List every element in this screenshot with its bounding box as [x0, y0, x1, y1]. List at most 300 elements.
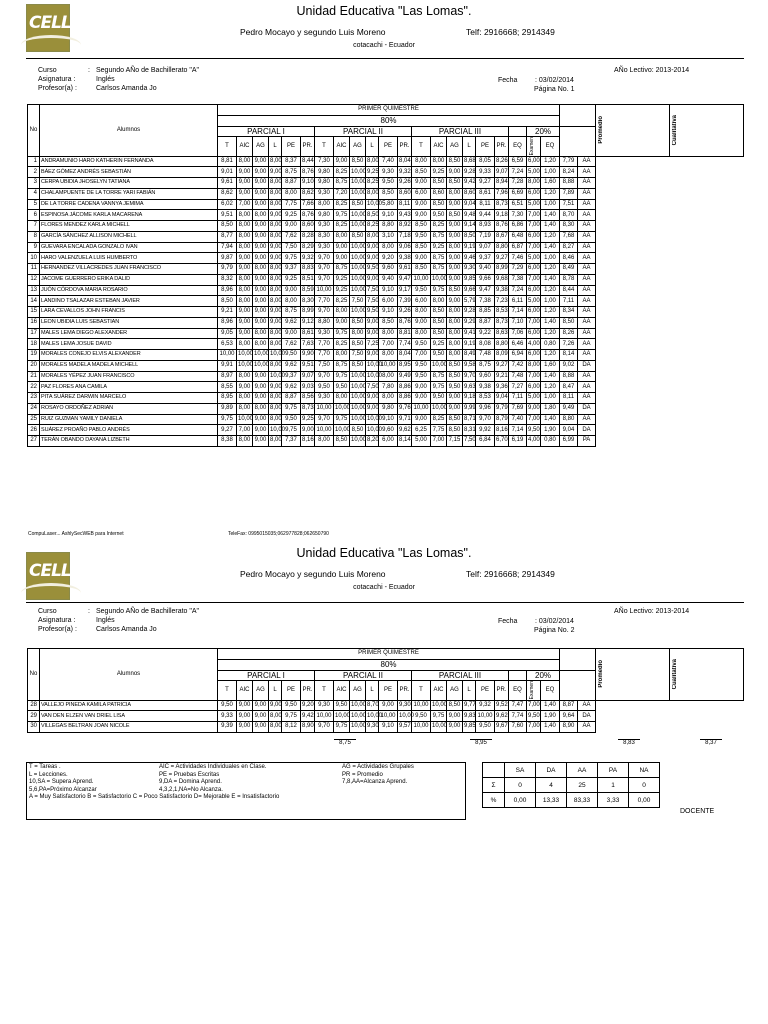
grade-cell-p3-pe: 8,53 — [476, 393, 495, 404]
average-promedio: 8,37 — [700, 739, 722, 746]
grade-cell-p1-l: 8,00 — [269, 414, 282, 425]
grade-cell-p2-t: 8,00 — [315, 436, 334, 447]
grade-cell-p3-l: 9,85 — [463, 274, 476, 285]
promedio-cell: 8,11 — [560, 393, 578, 404]
grade-cell-p2-ag: 10,00 — [350, 403, 366, 414]
grade-cell-p3-ag: 8,50 — [447, 285, 463, 296]
table-row — [28, 264, 744, 275]
exam-eq-cell: 1,20 — [541, 382, 560, 393]
col-pe-header: PE — [476, 137, 495, 156]
grade-cell-p2-l: 8,70 — [366, 700, 379, 711]
grade-cell-p2-aic: 9,50 — [334, 700, 350, 711]
grade-cell-p3-t: 9,50 — [412, 339, 431, 350]
weight-20-header: 20% — [527, 126, 560, 137]
student-number: 12 — [28, 274, 40, 285]
grade-cell-p3-aic: 8,50 — [431, 199, 447, 210]
legend-entry: 9,DA = Domina Aprend. — [159, 779, 222, 786]
grade-cell-p3-ag: 8,00 — [447, 188, 463, 199]
grade-cell-p1-aic: 8,00 — [237, 242, 253, 253]
course-info: Curso : Segundo AÑo de Bachillerato "A" Asignatura : Inglés Profesor(a) : Carlsos Amanda Jo — [38, 67, 200, 92]
student-number: 17 — [28, 328, 40, 339]
cualitativa-cell: AA — [578, 414, 596, 425]
grade-cell-p2-pr: 8,04 — [398, 156, 412, 167]
exam-eq-cell: 1,00 — [541, 199, 560, 210]
grade-cell-p2-l: 10,00 — [366, 414, 379, 425]
grade-cell-p3-aic: 8,25 — [431, 221, 447, 232]
grade-cell-p3-l: 9,42 — [463, 178, 476, 189]
grade-cell-p1-aic: 9,00 — [237, 307, 253, 318]
grade-cell-p1-ag: 9,00 — [253, 711, 269, 722]
grade-cell-p3-ag: 8,50 — [447, 178, 463, 189]
parcial-3-header: PARCIAL III — [412, 670, 509, 681]
grade-cell-p2-ag: 7,50 — [350, 350, 366, 361]
grade-cell-p2-ag: 8,50 — [350, 156, 366, 167]
grade-cell-p2-pe: 8,80 — [379, 221, 398, 232]
student-name: PITA SUÁREZ DARWIN MARCELO — [40, 393, 218, 404]
grade-cell-p1-pr: 9,42 — [301, 711, 315, 722]
col-aic-header: AIC — [334, 681, 350, 700]
grade-cell-p1-l: 8,00 — [269, 264, 282, 275]
col-ag-header: AG — [350, 137, 366, 156]
grade-cell-p2-pr: 8,86 — [398, 382, 412, 393]
promedio-label: Promedio — [598, 116, 605, 145]
student-number: 25 — [28, 414, 40, 425]
promedio-cell: 8,50 — [560, 317, 578, 328]
grade-cell-p3-pr: 9,52 — [495, 700, 509, 711]
stats-sigma: Σ — [483, 778, 505, 793]
exam-cell: 9,00 — [527, 403, 541, 414]
parcial-2-header: PARCIAL II — [315, 126, 412, 137]
grade-cell-p3-ag: 9,00 — [447, 264, 463, 275]
exam-eq-cell: 1,40 — [541, 242, 560, 253]
grade-cell-p3-pr: 8,67 — [495, 231, 509, 242]
weight-20-header: 20% — [527, 670, 560, 681]
grade-cell-p2-aic: 8,25 — [334, 296, 350, 307]
grade-cell-p2-pe: 9,80 — [379, 403, 398, 414]
grade-cell-p3-t: 9,00 — [412, 199, 431, 210]
table-row — [28, 285, 744, 296]
grade-cell-p1-l: 10,00 — [269, 371, 282, 382]
student-number: 27 — [28, 436, 40, 447]
grade-cell-p2-pr: 9,17 — [398, 285, 412, 296]
student-name: MORALES YÉPEZ JUAN FRANCISCO — [40, 371, 218, 382]
grade-cell-p3-pe: 9,47 — [476, 285, 495, 296]
col-ag-header: AG — [253, 137, 269, 156]
grade-cell-p3-ag: 8,00 — [447, 339, 463, 350]
col-aic-header: AIC — [334, 137, 350, 156]
grade-cell-p2-pe: 8,00 — [379, 350, 398, 361]
grade-cell-p3-pr: 7,96 — [495, 188, 509, 199]
grade-cell-p3-aic: 9,25 — [431, 242, 447, 253]
student-name: HARO VALENZUELA LUIS HUMBERTO — [40, 253, 218, 264]
legend-entry: T = Tareas . — [29, 764, 61, 770]
grade-cell-p2-t: 7,70 — [315, 296, 334, 307]
student-number: 2 — [28, 167, 40, 178]
exam-cell: 6,00 — [527, 350, 541, 361]
eq-cell: 7,47 — [509, 700, 527, 711]
exam-eq-cell: 1,40 — [541, 371, 560, 382]
grade-cell-p3-pr: 7,23 — [495, 296, 509, 307]
grade-cell-p1-l: 8,00 — [269, 360, 282, 371]
grade-cell-p1-aic: 10,00 — [237, 360, 253, 371]
grade-cell-p3-t: 10,00 — [412, 722, 431, 733]
student-number: 15 — [28, 307, 40, 318]
exam-eq-cell: 1,00 — [541, 296, 560, 307]
grade-cell-p1-t: 8,50 — [218, 221, 237, 232]
grade-cell-p1-pr: 8,16 — [301, 436, 315, 447]
grade-cell-p3-l: 8,49 — [463, 350, 476, 361]
grade-cell-p1-pe: 8,87 — [282, 393, 301, 404]
grade-cell-p2-l: 9,00 — [366, 328, 379, 339]
grade-cell-p3-pr: 9,62 — [495, 711, 509, 722]
grade-cell-p1-l: 8,00 — [269, 199, 282, 210]
stats-pct-sa: 0,00 — [505, 793, 536, 808]
grade-cell-p2-pe: 3,10 — [379, 231, 398, 242]
student-number: 22 — [28, 382, 40, 393]
grade-cell-p1-pr: 8,61 — [301, 328, 315, 339]
col-alumnos-header: Alumnos — [40, 105, 218, 157]
grade-cell-p2-ag: 10,00 — [350, 274, 366, 285]
eq-cell: 6,94 — [509, 350, 527, 361]
grade-cell-p1-pr: 9,07 — [301, 371, 315, 382]
grade-cell-p3-aic: 9,25 — [431, 167, 447, 178]
grade-cell-p3-aic: 8,00 — [431, 156, 447, 167]
grade-cell-p2-aic: 8,00 — [334, 231, 350, 242]
grade-cell-p2-l: 10,00 — [366, 425, 379, 436]
student-name: JACOME GUERRERO ERIKA DALID — [40, 274, 218, 285]
grade-cell-p1-l: 10,00 — [269, 425, 282, 436]
grade-cell-p1-pe: 9,00 — [282, 328, 301, 339]
student-name: LANDINO TSALAZAR ESTEBAN JAVIER — [40, 296, 218, 307]
grade-cell-p2-pe: 9,10 — [379, 722, 398, 733]
logo-text: CELL — [29, 13, 71, 33]
grade-cell-p1-pe: 7,75 — [282, 199, 301, 210]
header-row — [28, 105, 744, 116]
grade-cell-p1-t: 8,96 — [218, 317, 237, 328]
grade-cell-p2-aic: 9,75 — [334, 722, 350, 733]
exam-cell: 7,00 — [527, 722, 541, 733]
grade-cell-p1-pe: 7,50 — [282, 242, 301, 253]
grade-cell-p3-aic: 8,50 — [431, 307, 447, 318]
eq-cell: 7,38 — [509, 274, 527, 285]
grade-cell-p1-ag: 9,00 — [253, 167, 269, 178]
school-year: AÑo Lectivo: 2013-2014 — [614, 67, 690, 74]
grade-cell-p1-aic: 9,00 — [237, 317, 253, 328]
grade-cell-p2-l: 9,00 — [366, 393, 379, 404]
school-name: Unidad Educativa "Las Lomas". — [296, 4, 472, 18]
grade-cell-p3-aic: 8,50 — [431, 317, 447, 328]
grade-cell-p2-ag: 10,00 — [350, 285, 366, 296]
grade-cell-p3-l: 9,83 — [463, 711, 476, 722]
grade-cell-p2-pe: 9,10 — [379, 285, 398, 296]
grade-cell-p1-l: 9,00 — [269, 700, 282, 711]
grade-cell-p2-t: 7,30 — [315, 156, 334, 167]
col-examen-sub-header — [527, 681, 541, 700]
grade-cell-p1-ag: 8,00 — [253, 339, 269, 350]
grade-cell-p2-aic: 8,25 — [334, 199, 350, 210]
grade-cell-p3-aic: 8,75 — [431, 231, 447, 242]
legend-entry: 7,8,AA=Alcanza Aprend. — [342, 779, 408, 786]
cualitativa-cell: AA — [578, 350, 596, 361]
promedio-cell: 8,34 — [560, 307, 578, 318]
grade-cell-p1-l: 8,00 — [269, 403, 282, 414]
parcial-1-header: PARCIAL I — [218, 126, 315, 137]
grade-cell-p3-l: 9,48 — [463, 210, 476, 221]
stats-corner — [483, 763, 505, 778]
table-row — [28, 371, 744, 382]
exam-cell: 5,00 — [527, 199, 541, 210]
grade-cell-p3-l: 9,28 — [463, 167, 476, 178]
grade-cell-p1-ag: 9,00 — [253, 414, 269, 425]
student-number: 1 — [28, 156, 40, 167]
eq-cell: 7,29 — [509, 264, 527, 275]
grade-cell-p3-ag: 9,00 — [447, 253, 463, 264]
grade-cell-p1-ag: 9,00 — [253, 382, 269, 393]
school-directors: Pedro Mocayo y segundo Luis Moreno — [240, 569, 386, 579]
grade-cell-p1-aic: 8,00 — [237, 339, 253, 350]
cualitativa-cell: AA — [578, 307, 596, 318]
grade-cell-p3-t: 9,00 — [412, 210, 431, 221]
grade-cell-p1-pr: 8,59 — [301, 285, 315, 296]
student-name: HERNANDEZ VILLACREDES JUAN FRANCISCO — [40, 264, 218, 275]
grade-cell-p3-l: 9,04 — [463, 199, 476, 210]
profesor-value: Carlsos Amanda Jo — [96, 85, 157, 92]
grade-cell-p3-pr: 9,07 — [495, 167, 509, 178]
grade-cell-p1-t: 8,96 — [218, 285, 237, 296]
school-year: AÑo Lectivo: 2013-2014 — [614, 608, 690, 615]
exam-eq-cell: 1,40 — [541, 210, 560, 221]
grade-cell-p1-ag: 8,00 — [253, 210, 269, 221]
school-phone: Telf: 2916668; 2914349 — [466, 569, 555, 579]
promedio-cell: 7,89 — [560, 188, 578, 199]
col-ag-header: AG — [447, 137, 463, 156]
grade-cell-p2-pe: 9,40 — [379, 274, 398, 285]
col-pe-header: PE — [476, 681, 495, 700]
grade-cell-p3-t: 9,00 — [412, 382, 431, 393]
exam-eq-cell: 1,40 — [541, 700, 560, 711]
grade-cell-p2-pr: 9,61 — [398, 264, 412, 275]
grade-cell-p2-ag: 8,50 — [350, 199, 366, 210]
grade-cell-p1-pe: 8,37 — [282, 156, 301, 167]
grade-cell-p3-pe: 8,85 — [476, 307, 495, 318]
grade-cell-p3-aic: 8,60 — [431, 188, 447, 199]
grade-cell-p2-ag: 10,00 — [350, 393, 366, 404]
grade-cell-p2-pe: 8,50 — [379, 188, 398, 199]
col-examen-eq-header: EQ — [541, 681, 560, 700]
student-number: 5 — [28, 199, 40, 210]
grade-cell-p1-pr: 8,90 — [301, 722, 315, 733]
grade-cell-p1-pr: 8,60 — [301, 221, 315, 232]
legend-entry: PE = Pruebas Escritas — [159, 771, 220, 778]
grade-cell-p1-aic: 9,00 — [237, 711, 253, 722]
footer-telefax: TeleFax: 0995015035;062977828;062650790 — [228, 531, 329, 537]
grade-cell-p2-aic: 9,75 — [334, 371, 350, 382]
grade-cell-p2-t: 9,30 — [315, 188, 334, 199]
page-number: Página No. 1 — [534, 86, 575, 93]
grade-cell-p1-pr: 7,66 — [301, 199, 315, 210]
asignatura-value: Inglés — [96, 617, 115, 624]
grade-cell-p2-pe: 10,00 — [379, 360, 398, 371]
grade-cell-p3-aic: 10,00 — [431, 360, 447, 371]
exam-cell: 6,00 — [527, 307, 541, 318]
student-number: 7 — [28, 221, 40, 232]
grade-cell-p2-ag: 10,00 — [350, 210, 366, 221]
promedio-cell: 8,46 — [560, 253, 578, 264]
student-name: RUIZ GUZMAN YAMILY DANIELA — [40, 414, 218, 425]
grade-cell-p2-ag: 8,50 — [350, 231, 366, 242]
grade-cell-p1-l: 9,00 — [269, 317, 282, 328]
grade-cell-p2-t: 9,70 — [315, 307, 334, 318]
grade-cell-p1-ag: 9,00 — [253, 231, 269, 242]
student-name: VAN DEN ELZEN VAN DRIEL LISA — [40, 711, 218, 722]
grade-cell-p1-ag: 9,00 — [253, 253, 269, 264]
table-row — [28, 167, 744, 178]
col-pr-header: PR. — [398, 681, 412, 700]
col-pr-header: PR. — [495, 681, 509, 700]
grade-cell-p3-ag: 8,00 — [447, 242, 463, 253]
stats-pct-na: 0,00 — [629, 793, 660, 808]
grade-cell-p3-ag: 9,00 — [447, 296, 463, 307]
exam-eq-cell: 1,90 — [541, 711, 560, 722]
grade-cell-p1-l: 8,00 — [269, 231, 282, 242]
eq-cell: 7,28 — [509, 178, 527, 189]
grade-cell-p3-pr: 9,68 — [495, 274, 509, 285]
grade-cell-p2-aic: 8,75 — [334, 360, 350, 371]
grade-cell-p3-ag: 9,00 — [447, 167, 463, 178]
legend-entry: PR = Promedio — [342, 771, 383, 778]
grade-cell-p2-ag: 7,50 — [350, 296, 366, 307]
grade-cell-p3-pr: 8,76 — [495, 221, 509, 232]
grade-cell-p1-ag: 9,00 — [253, 425, 269, 436]
grade-cell-p3-l: 9,58 — [463, 360, 476, 371]
col-l-header: L — [269, 681, 282, 700]
grade-cell-p3-aic: 9,50 — [431, 393, 447, 404]
grade-cell-p1-pe: 9,25 — [282, 274, 301, 285]
grade-cell-p2-t: 9,70 — [315, 264, 334, 275]
grade-cell-p3-ag: 7,15 — [447, 436, 463, 447]
promedio-cell: 7,68 — [560, 231, 578, 242]
promedio-cell: 9,04 — [560, 425, 578, 436]
col-eq-blank — [509, 670, 527, 681]
student-name: ROSAYO ORDOÑEZ ADRIAN — [40, 403, 218, 414]
asignatura-label: Asignatura : — [38, 76, 76, 83]
legend-row — [29, 794, 463, 802]
grade-cell-p1-l: 8,00 — [269, 285, 282, 296]
quimestre-header: PRIMER QUIMESTRE — [218, 649, 560, 660]
cualitativa-cell: AA — [578, 199, 596, 210]
grade-cell-p1-pe: 9,00 — [282, 285, 301, 296]
grade-cell-p1-aic: 7,00 — [237, 425, 253, 436]
student-number: 20 — [28, 360, 40, 371]
grade-cell-p1-pr: 7,63 — [301, 339, 315, 350]
grade-cell-p3-aic: 9,75 — [431, 285, 447, 296]
grade-cell-p2-pe: 7,40 — [379, 156, 398, 167]
col-t-header: T — [315, 681, 334, 700]
grade-cell-p2-pr: 7,18 — [398, 231, 412, 242]
grade-cell-p1-aic: 10,00 — [237, 350, 253, 361]
grade-cell-p1-ag: 9,00 — [253, 274, 269, 285]
grade-cell-p1-pr: 8,28 — [301, 231, 315, 242]
grade-cell-p2-pe: 10,00 — [379, 711, 398, 722]
col-ag-header: AG — [447, 681, 463, 700]
grade-cell-p3-pr: 9,79 — [495, 403, 509, 414]
table-row — [28, 360, 744, 371]
grade-cell-p2-l: 10,00 — [366, 360, 379, 371]
cualitativa-cell: AA — [578, 210, 596, 221]
docente-signature-label: DOCENTE — [680, 808, 715, 815]
parcial-1-header: PARCIAL I — [218, 670, 315, 681]
legend-entry: AIC = Actividades Individuales en Clase. — [159, 764, 267, 770]
grade-cell-p1-pr: 8,51 — [301, 274, 315, 285]
cualitativa-cell: DA — [578, 403, 596, 414]
grade-cell-p1-ag: 9,00 — [253, 317, 269, 328]
grade-cell-p3-l: 9,30 — [463, 264, 476, 275]
student-name: CERPA UBIDIA JHOSELYN TATIANA — [40, 178, 218, 189]
grade-cell-p3-aic: 8,75 — [431, 253, 447, 264]
grade-cell-p1-l: 9,00 — [269, 167, 282, 178]
grade-cell-p1-t: 9,33 — [218, 711, 237, 722]
grade-cell-p3-aic: 9,25 — [431, 339, 447, 350]
cualitativa-cell: AA — [578, 178, 596, 189]
grade-cell-p3-t: 6,00 — [412, 296, 431, 307]
grade-cell-p1-pr: 9,51 — [301, 360, 315, 371]
cualitativa-cell: AA — [578, 242, 596, 253]
grade-cell-p1-pe: 8,00 — [282, 296, 301, 307]
grade-cell-p2-aic: 10,00 — [334, 403, 350, 414]
grade-cell-p1-pe: 8,87 — [282, 178, 301, 189]
promedio-cell: 7,11 — [560, 296, 578, 307]
grade-cell-p2-pe: 9,10 — [379, 414, 398, 425]
eq-cell: 7,30 — [509, 210, 527, 221]
grade-cell-p2-pr: 9,49 — [398, 371, 412, 382]
table-row — [28, 722, 744, 733]
grade-cell-p2-l: 10,00 — [366, 711, 379, 722]
grade-cell-p3-ag: 8,00 — [447, 350, 463, 361]
eq-cell: 7,74 — [509, 711, 527, 722]
grade-cell-p1-l: 9,00 — [269, 242, 282, 253]
grade-cell-p3-ag: 8,00 — [447, 328, 463, 339]
grade-cell-p3-ag: 8,50 — [447, 371, 463, 382]
course-info: Curso : Segundo AÑo de Bachillerato "A" Asignatura : Inglés Profesor(a) : Carlsos Amanda Jo — [38, 608, 200, 633]
promedio-cell: 9,64 — [560, 711, 578, 722]
cualitativa-cell: AA — [578, 317, 596, 328]
grade-cell-p2-l: 8,20 — [366, 436, 379, 447]
grade-cell-p2-pr: 9,62 — [398, 425, 412, 436]
grade-cell-p3-pr: 8,53 — [495, 307, 509, 318]
grade-cell-p1-aic: 8,00 — [237, 393, 253, 404]
table-row — [28, 221, 744, 232]
grade-cell-p1-ag: 9,00 — [253, 371, 269, 382]
grade-cell-p1-l: 8,00 — [269, 188, 282, 199]
quimestre-header: PRIMER QUIMESTRE — [218, 105, 560, 116]
col-t-header: T — [412, 681, 431, 700]
cualitativa-cell: AA — [578, 274, 596, 285]
grade-cell-p2-ag: 8,50 — [350, 317, 366, 328]
grade-cell-p2-t: 10,00 — [315, 285, 334, 296]
grade-cell-p3-l: 8,60 — [463, 188, 476, 199]
grade-cell-p2-l: 8,25 — [366, 221, 379, 232]
cualitativa-cell: AA — [578, 221, 596, 232]
student-name: MORALES CONEJO ELVIS ALEXANDER — [40, 350, 218, 361]
grade-cell-p2-aic: 8,00 — [334, 393, 350, 404]
promedio-cell: 7,79 — [560, 156, 578, 167]
grade-cell-p1-l: 8,00 — [269, 393, 282, 404]
grade-cell-p2-l: 7,25 — [366, 339, 379, 350]
col-examen-header — [560, 649, 596, 671]
cualitativa-cell: DA — [578, 425, 596, 436]
grade-cell-p2-l: 9,00 — [366, 242, 379, 253]
exam-cell: 5,00 — [527, 253, 541, 264]
